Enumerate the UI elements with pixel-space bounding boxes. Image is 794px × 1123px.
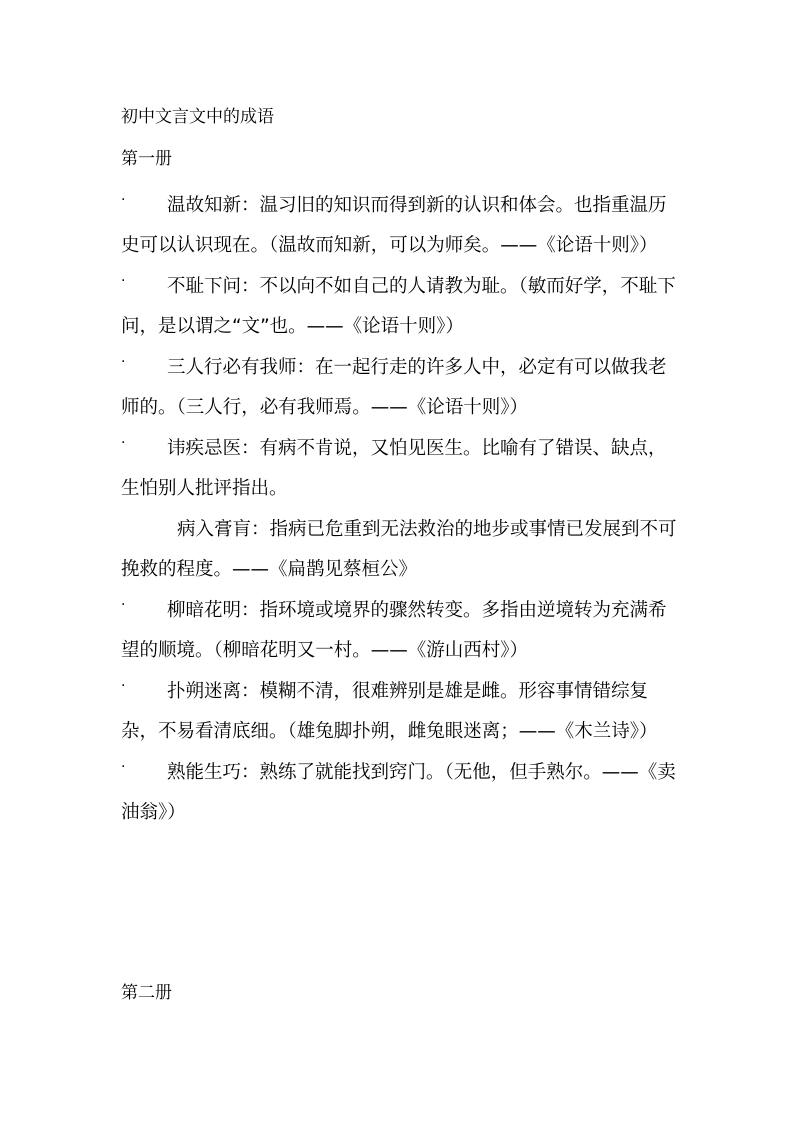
idiom-entry-text: 病入膏肓：指病已危重到无法救治的地步或事情已发展到不可挽救的程度。——《扁鹊见蔡桓公》 bbox=[121, 519, 677, 580]
bullet-marker: · bbox=[121, 192, 126, 208]
idiom-entry-text: 讳疾忌医：有病不肯说，又怕见医生。比喻有了错误、缺点，生怕别人批评指出。 bbox=[121, 438, 667, 499]
bullet-marker: · bbox=[121, 678, 126, 694]
bullet-marker: · bbox=[121, 759, 126, 775]
idiom-entry bbox=[121, 267, 681, 347]
bullet-marker: · bbox=[121, 354, 126, 370]
idiom-entry bbox=[121, 186, 681, 266]
idiom-entry bbox=[121, 429, 681, 509]
idiom-entry bbox=[121, 591, 681, 671]
idiom-entry-text: 不耻下问：不以向不如自己的人请教为耻。（敏而好学，不耻下问，是以谓之“文”也。——《论语十则》） bbox=[121, 276, 676, 337]
bullet-marker: · bbox=[121, 597, 126, 613]
bullet-marker: · bbox=[121, 273, 126, 289]
idiom-entry-text: 熟能生巧：熟练了就能找到窍门。（无他，但手熟尔。——《卖油翁》） bbox=[121, 762, 676, 823]
idiom-entry bbox=[121, 348, 681, 428]
idiom-entry-text: 柳暗花明：指环境或境界的骤然转变。多指由逆境转为充满希望的顺境。（柳暗花明又一村。——《游山西村》） bbox=[121, 600, 667, 661]
idiom-entry bbox=[121, 753, 681, 833]
idiom-entry-text: 扑朔迷离：模糊不清，很难辨别是雄是雌。形容事情错综复杂，不易看清底细。（雄兔脚扑朔，雌兔眼迷离；——《木兰诗》） bbox=[121, 681, 658, 742]
idiom-entry-text: 三人行必有我师：在一起行走的许多人中，必定有可以做我老师的。（三人行，必有我师焉。——《论语十则》） bbox=[121, 357, 667, 418]
bullet-marker: · bbox=[121, 435, 126, 451]
idiom-entry bbox=[121, 672, 681, 752]
section-heading-volume-1: 第一册 bbox=[121, 149, 172, 169]
document-title: 初中文言文中的成语 bbox=[121, 107, 274, 127]
idiom-entry bbox=[121, 510, 681, 590]
idiom-list bbox=[121, 186, 681, 834]
idiom-entry-text: 温故知新：温习旧的知识而得到新的认识和体会。也指重温历史可以认识现在。（温故而知新，可以为师矣。——《论语十则》） bbox=[121, 195, 667, 256]
section-heading-volume-2: 第二册 bbox=[121, 983, 172, 1003]
